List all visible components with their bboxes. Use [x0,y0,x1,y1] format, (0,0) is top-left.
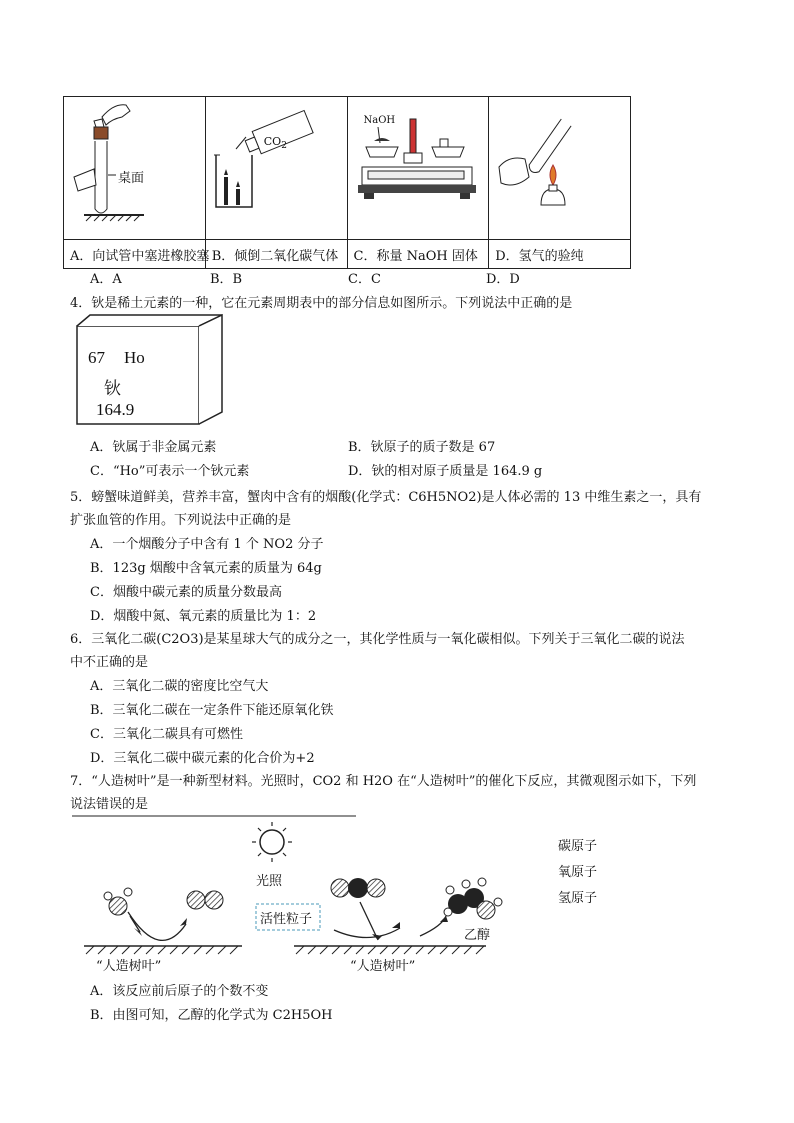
option-b-figure [205,97,347,240]
pour-co2-figure [206,97,356,235]
element-number: 67 [88,348,105,367]
naoh-label: NaOH [363,115,396,126]
q4-option-d[interactable]: D．钬的相对原子质量是 164.9 g [348,464,543,479]
q6-stem-line2: 中不正确的是 [70,655,149,670]
option-c-caption: C．称量 NaOH 固体 [347,240,489,269]
q7-stem-line1: 7．“人造树叶”是一种新型材料。光照时，CO2 和 H2O 在“人造树叶”的催化下反应，其微观图示如下，下列 [70,774,697,789]
q6-option-c[interactable]: C．三氧化二碳具有可燃性 [90,727,243,742]
desk-label: 桌面 [118,171,145,186]
legend-oxygen: 氧原子 [558,865,598,880]
q5-option-a[interactable]: A．一个烟酸分子中含有 1 个 NO2 分子 [90,537,324,552]
q3-choice-b[interactable]: B．B [210,272,243,287]
artificial-leaf-diagram [70,812,530,972]
sun-icon [252,822,292,862]
q4-option-c[interactable]: C．“Ho”可表示一个钬元素 [90,464,250,479]
element-name: 钬 [104,379,121,398]
active-particle-label: 活性粒子 [260,912,313,927]
element-symbol: Ho [124,348,145,367]
option-c-figure [347,97,489,240]
q6-option-a[interactable]: A．三氧化二碳的密度比空气大 [90,679,269,694]
q5-option-b[interactable]: B．123g 烟酸中含氧元素的质量为 64g [90,561,322,576]
q4-option-b[interactable]: B．钬原子的质子数是 67 [348,440,496,455]
element-card [76,314,224,426]
option-d-figure [489,97,631,240]
option-b-caption: B．倾倒二氧化碳气体 [205,240,347,269]
q4-option-a[interactable]: A．钬属于非金属元素 [90,440,217,455]
hydrogen-test-figure [489,97,599,235]
light-label: 光照 [256,874,283,889]
q3-choice-d[interactable]: D．D [486,272,520,287]
q3-choice-c[interactable]: C．C [348,272,381,287]
option-d-caption: D．氢气的验纯 [489,240,631,269]
q7-option-b[interactable]: B．由图可知，乙醇的化学式为 C2H5OH [90,1008,333,1023]
q5-option-c[interactable]: C．烟酸中碳元素的质量分数最高 [90,585,282,600]
legend-hydrogen: 氢原子 [558,891,598,906]
ethanol-label: 乙醇 [464,928,491,943]
legend-carbon: 碳原子 [558,839,598,854]
q6-stem-line1: 6．三氧化二碳(C2O3)是某星球大气的成分之一，其化学性质与一氧化碳相似。下列关于三氧化二碳的说法 [70,632,685,647]
co2-label: $CO_2$ [263,135,287,152]
option-a-figure [64,97,206,240]
q5-option-d[interactable]: D．烟酸中氮、氧元素的质量比为 1：2 [90,609,317,624]
q6-option-b[interactable]: B．三氧化二碳在一定条件下能还原氧化铁 [90,703,334,718]
q5-stem-line1: 5．螃蟹味道鲜美，营养丰富，蟹肉中含有的烟酸(化学式：C6H5NO2)是人体必需的 13 中维生素之一，具有 [70,490,702,505]
q5-stem-line2: 扩张血管的作用。下列说法中正确的是 [70,513,292,528]
q6-option-d[interactable]: D．三氧化二碳中碳元素的化合价为+2 [90,751,315,766]
q3-choice-a[interactable]: A．A [90,272,122,287]
leaf-label-left: “人造树叶” [96,959,162,974]
leaf-label-right: “人造树叶” [350,959,416,974]
q7-option-a[interactable]: A．该反应前后原子的个数不变 [90,984,269,999]
q7-stem-line2: 说法错误的是 [70,797,149,812]
option-a-caption: A．向试管中塞进橡胶塞 [64,240,206,269]
q4-stem: 4．钬是稀土元素的一种，它在元素周期表中的部分信息如图所示。下列说法中正确的是 [70,296,573,311]
q3-options-table [63,96,631,269]
element-mass: 164.9 [96,400,135,419]
